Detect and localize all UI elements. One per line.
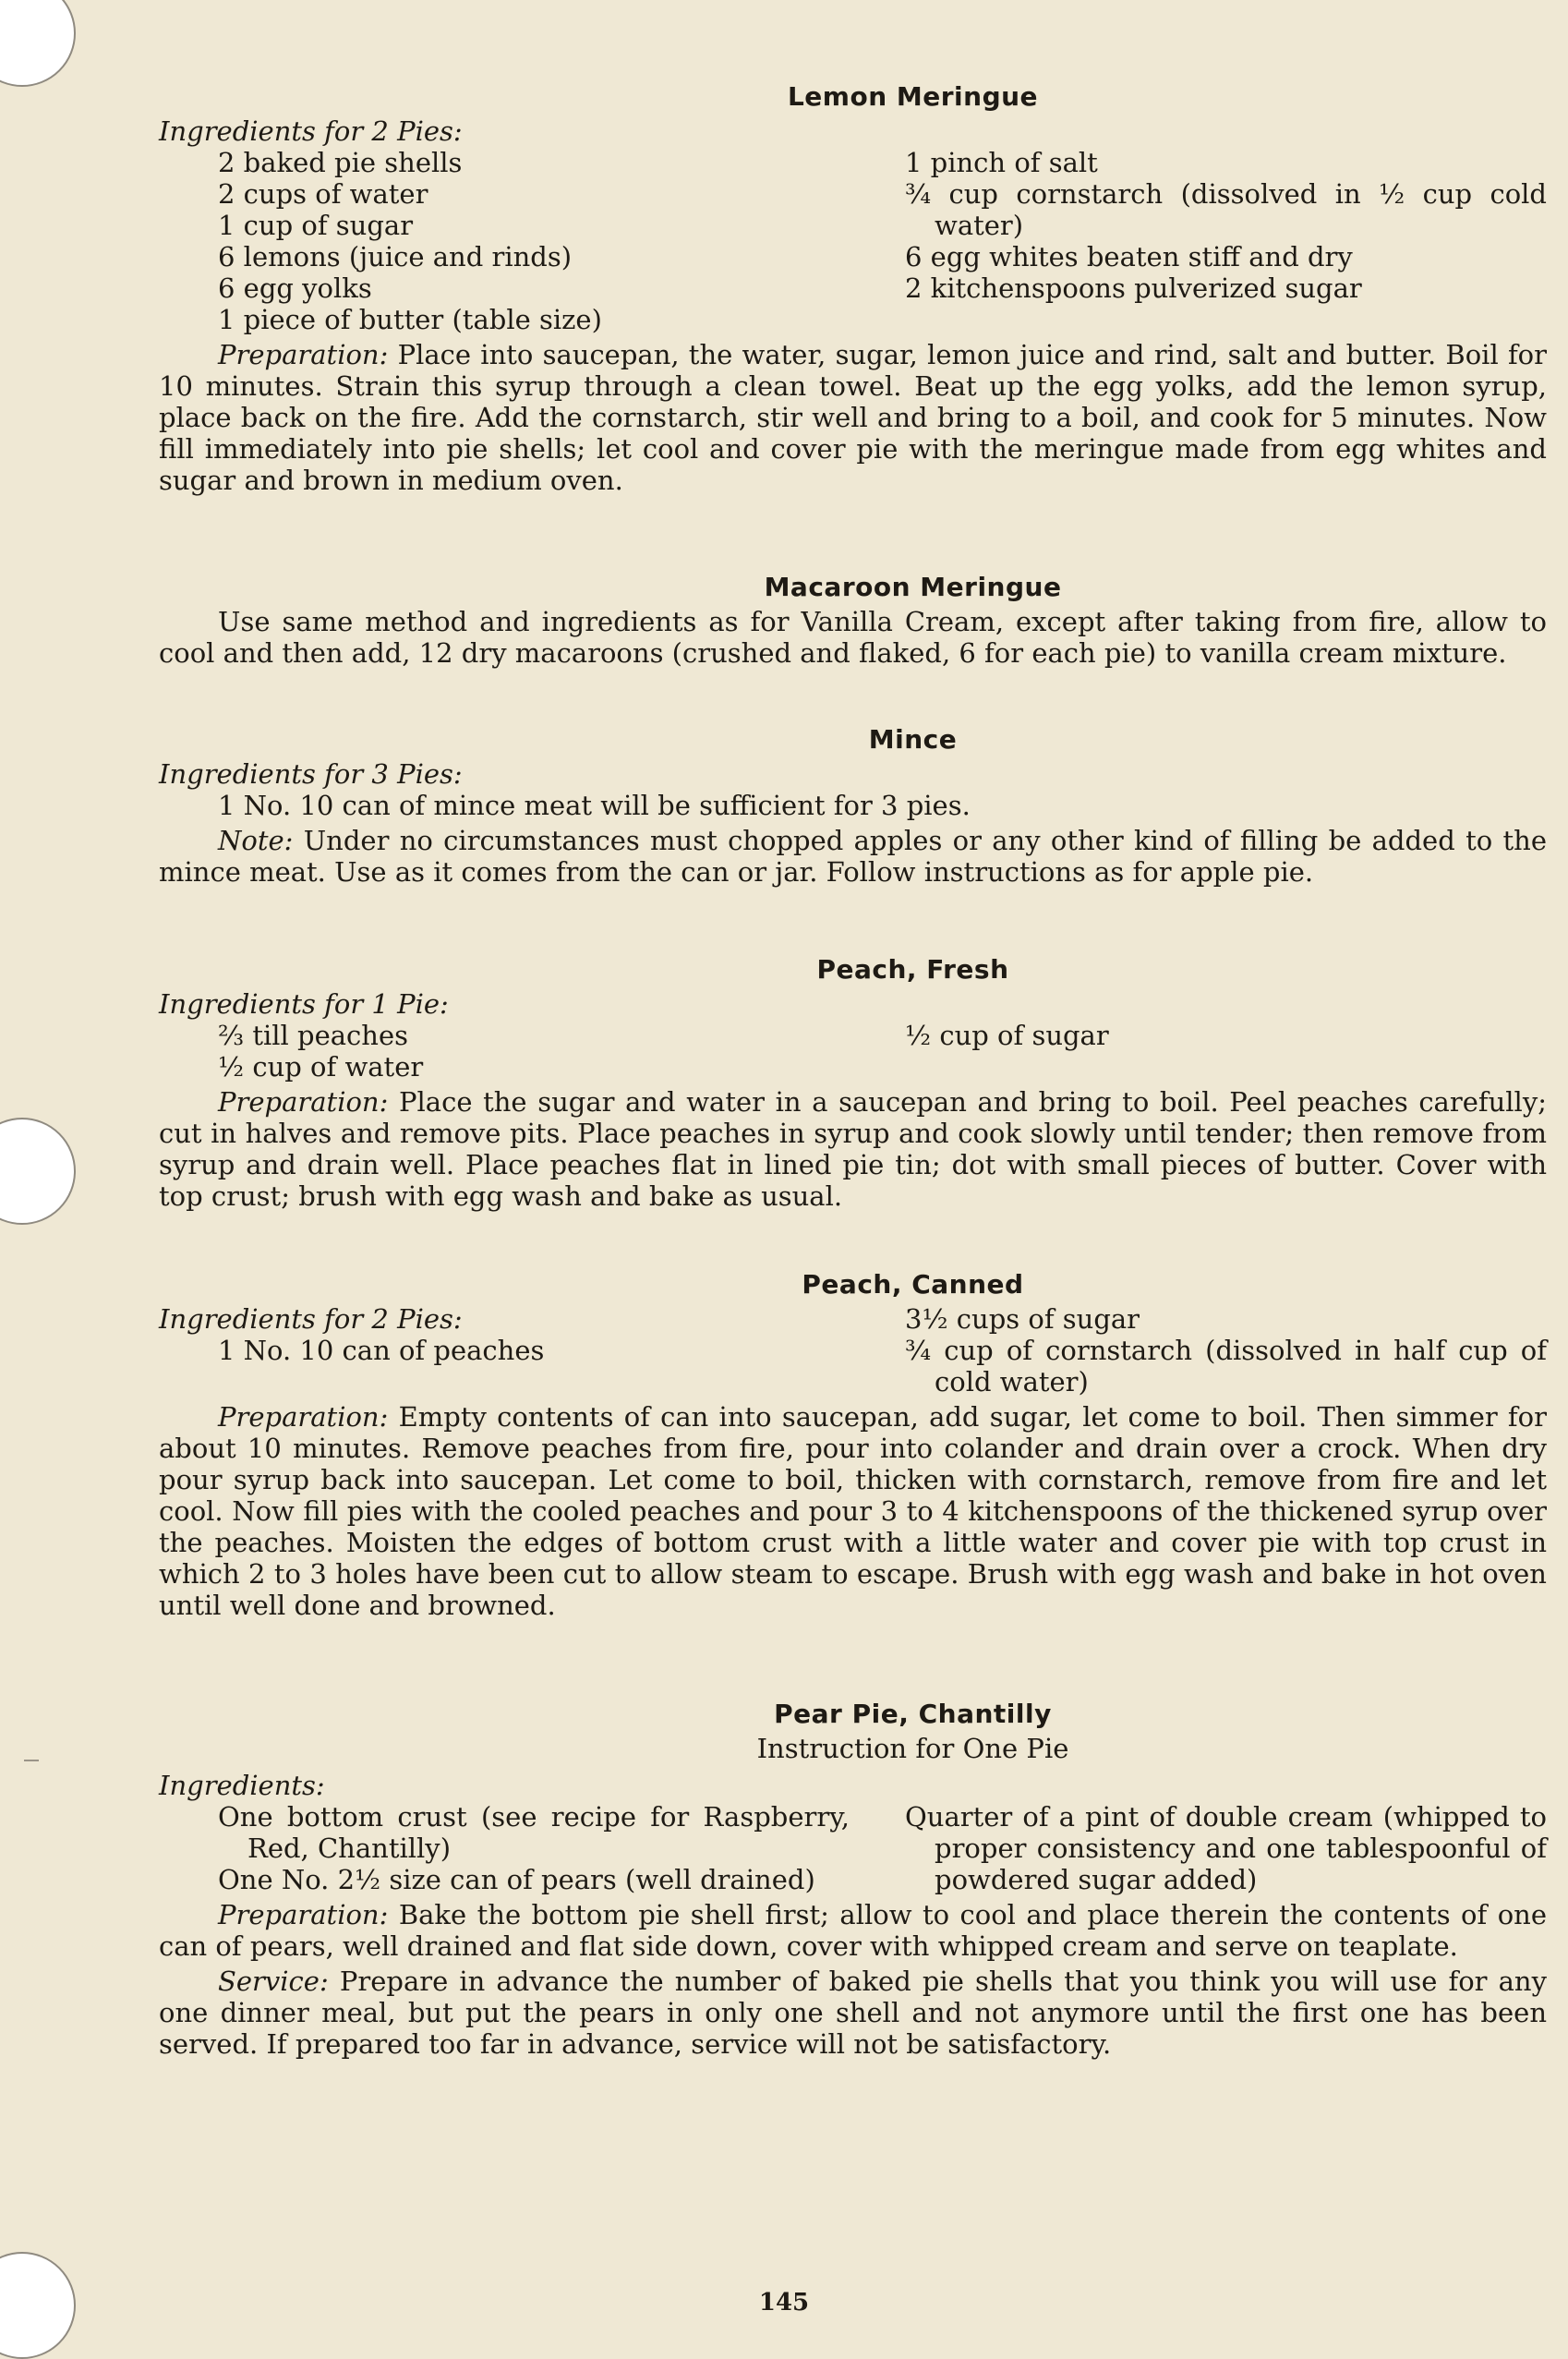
preparation-label: Preparation: <box>218 1899 389 1930</box>
recipe-content <box>159 81 1547 2060</box>
recipe-macaroon-meringue <box>159 572 1547 669</box>
preparation-label: Preparation: <box>218 1401 389 1433</box>
ingredients-columns <box>159 1303 1547 1397</box>
ingredient: 6 egg yolks <box>218 272 372 304</box>
ingredient: 6 lemons (juice and rinds) <box>218 241 573 272</box>
ingredients-left <box>159 1303 905 1397</box>
recipe-title: Pear Pie, Chantilly <box>774 1699 1052 1729</box>
recipe-peach-canned <box>159 1269 1547 1621</box>
preparation-text: Place into saucepan, the water, sugar, lemon juice and rind, salt and butter. Boil for 10 minutes. Strain this syrup through a clean towel. Beat up the egg yolks, add the lemon syrup, place back on the fire. Add the cornstarch, stir well and bring to a boil, and cook for 5 minutes. Now fill immediately into pie shells; let cool and cover pie with the meringue made from egg whites and sugar and brown in medium oven. <box>159 339 1547 496</box>
ingredient: One No. 2½ size can of pears (well drained) <box>218 1864 815 1895</box>
ingredients-columns <box>159 1801 1547 1895</box>
ingredients-label: Ingredients: <box>159 1770 325 1801</box>
ingredients-right <box>905 147 1547 335</box>
ingredients-left <box>159 1020 905 1083</box>
ingredients-label: Ingredients for 2 Pies: <box>159 1303 463 1335</box>
preparation-paragraph <box>159 1086 1547 1212</box>
ingredient: 2 kitchenspoons pulverized sugar <box>905 272 1362 304</box>
service-paragraph <box>159 1966 1547 2060</box>
service-text: Prepare in advance the number of baked pie shells that you think you will use for any one dinner meal, but put the pears in only one shell and not anymore until the first one has been served. If prepared too far in advance, service will not be satisfactory. <box>159 1966 1547 2060</box>
recipe-title: Peach, Fresh <box>816 954 1009 985</box>
ingredients-label: Ingredients for 1 Pie: <box>159 988 449 1020</box>
page-number: 145 <box>758 2289 810 2317</box>
ingredients-columns <box>159 1020 1547 1083</box>
ingredient: 1 No. 10 can of mince meat will be sufficient for 3 pies. <box>218 790 971 821</box>
binder-hole-top <box>0 0 76 87</box>
recipe-mince <box>159 724 1547 888</box>
recipe-title: Macaroon Meringue <box>764 572 1062 602</box>
ingredients-columns <box>159 790 1547 821</box>
ingredients-left <box>159 147 905 335</box>
ingredient: ½ cup of water <box>218 1051 424 1083</box>
note-paragraph <box>159 825 1547 888</box>
note-label: Note: <box>218 825 294 856</box>
preparation-paragraph <box>159 339 1547 496</box>
recipe-peach-fresh <box>159 954 1547 1212</box>
ingredient: 2 baked pie shells <box>218 147 463 178</box>
note-text: Under no circumstances must chopped apples or any other kind of filling be added to the mince meat. Use as it comes from the can or jar. Follow instructions as for apple pie. <box>159 825 1547 888</box>
preparation-text: Bake the bottom pie shell first; allow to cool and place therein the contents of one can of pears, well drained and flat side down, cover with whipped cream and serve on teaplate. <box>159 1899 1547 1962</box>
recipe-pear-pie-chantilly <box>159 1699 1547 2060</box>
preparation-label: Preparation: <box>218 339 389 370</box>
method-paragraph: Use same method and ingredients as for Vanilla Cream, except after taking from fire, allow to cool and then add, 12 dry macaroons (crushed and flaked, 6 for each pie) to vanilla cream mixture. <box>159 606 1547 669</box>
ingredient: ¾ cup cornstarch (dissolved in ½ cup cold water) <box>905 178 1547 241</box>
service-label: Service: <box>218 1966 329 1997</box>
ingredients-columns <box>159 147 1547 335</box>
ingredient: ⅔ till peaches <box>218 1020 409 1051</box>
ingredients-right <box>905 1303 1547 1397</box>
ingredient: 1 piece of butter (table size) <box>218 304 602 335</box>
binder-hole-middle <box>0 1118 76 1225</box>
recipe-title: Mince <box>868 724 958 755</box>
ingredients-right <box>905 1020 1547 1083</box>
ingredient: 6 egg whites beaten stiff and dry <box>905 241 1353 272</box>
preparation-text: Empty contents of can into saucepan, add sugar, let come to boil. Then simmer for about 10 minutes. Remove peaches from fire, pour into colander and drain over a crock. When dry pour syrup back into saucepan. Let come to boil, thicken with cornstarch, remove from fire and let cool. Now fill pies with the cooled peaches and pour 3 to 4 kitchenspoons of the thickened syrup over the peaches. Moisten the edges of bottom crust with a little water and cover pie with top crust in which 2 to 3 holes have been cut to allow steam to escape. Brush with egg wash and bake in hot oven until well done and browned. <box>159 1401 1547 1621</box>
ingredients-left <box>159 1801 905 1895</box>
recipe-subtitle: Instruction for One Pie <box>756 1733 1069 1764</box>
ingredient: Quarter of a pint of double cream (whipped to proper consistency and one tablespoonful of powdered sugar added) <box>905 1801 1547 1895</box>
recipe-title: Peach, Canned <box>802 1269 1024 1300</box>
ingredients-left <box>159 790 1547 821</box>
ingredient: 1 cup of sugar <box>218 210 414 241</box>
margin-mark <box>24 1760 39 1761</box>
ingredient: ¾ cup of cornstarch (dissolved in half cup of cold water) <box>905 1335 1547 1397</box>
ingredients-right <box>905 1801 1547 1895</box>
preparation-label: Preparation: <box>218 1086 389 1118</box>
ingredient: 2 cups of water <box>218 178 428 210</box>
preparation-text: Place the sugar and water in a saucepan and bring to boil. Peel peaches carefully; cut in halves and remove pits. Place peaches in syrup and cook slowly until tender; then remove from syrup and drain well. Place peaches flat in lined pie tin; dot with small pieces of butter. Cover with top crust; brush with egg wash and bake as usual. <box>159 1086 1547 1212</box>
ingredient: 3½ cups of sugar <box>905 1303 1140 1335</box>
ingredients-label: Ingredients for 3 Pies: <box>159 758 463 790</box>
ingredient: 1 pinch of salt <box>905 147 1098 178</box>
ingredient: 1 No. 10 can of peaches <box>218 1335 545 1366</box>
preparation-paragraph <box>159 1401 1547 1621</box>
recipe-lemon-meringue <box>159 81 1547 496</box>
preparation-paragraph <box>159 1899 1547 1962</box>
ingredient: ½ cup of sugar <box>905 1020 1109 1051</box>
ingredient: One bottom crust (see recipe for Raspberry, Red, Chantilly) <box>218 1801 850 1864</box>
ingredients-label: Ingredients for 2 Pies: <box>159 115 463 147</box>
recipe-title: Lemon Meringue <box>787 81 1039 112</box>
